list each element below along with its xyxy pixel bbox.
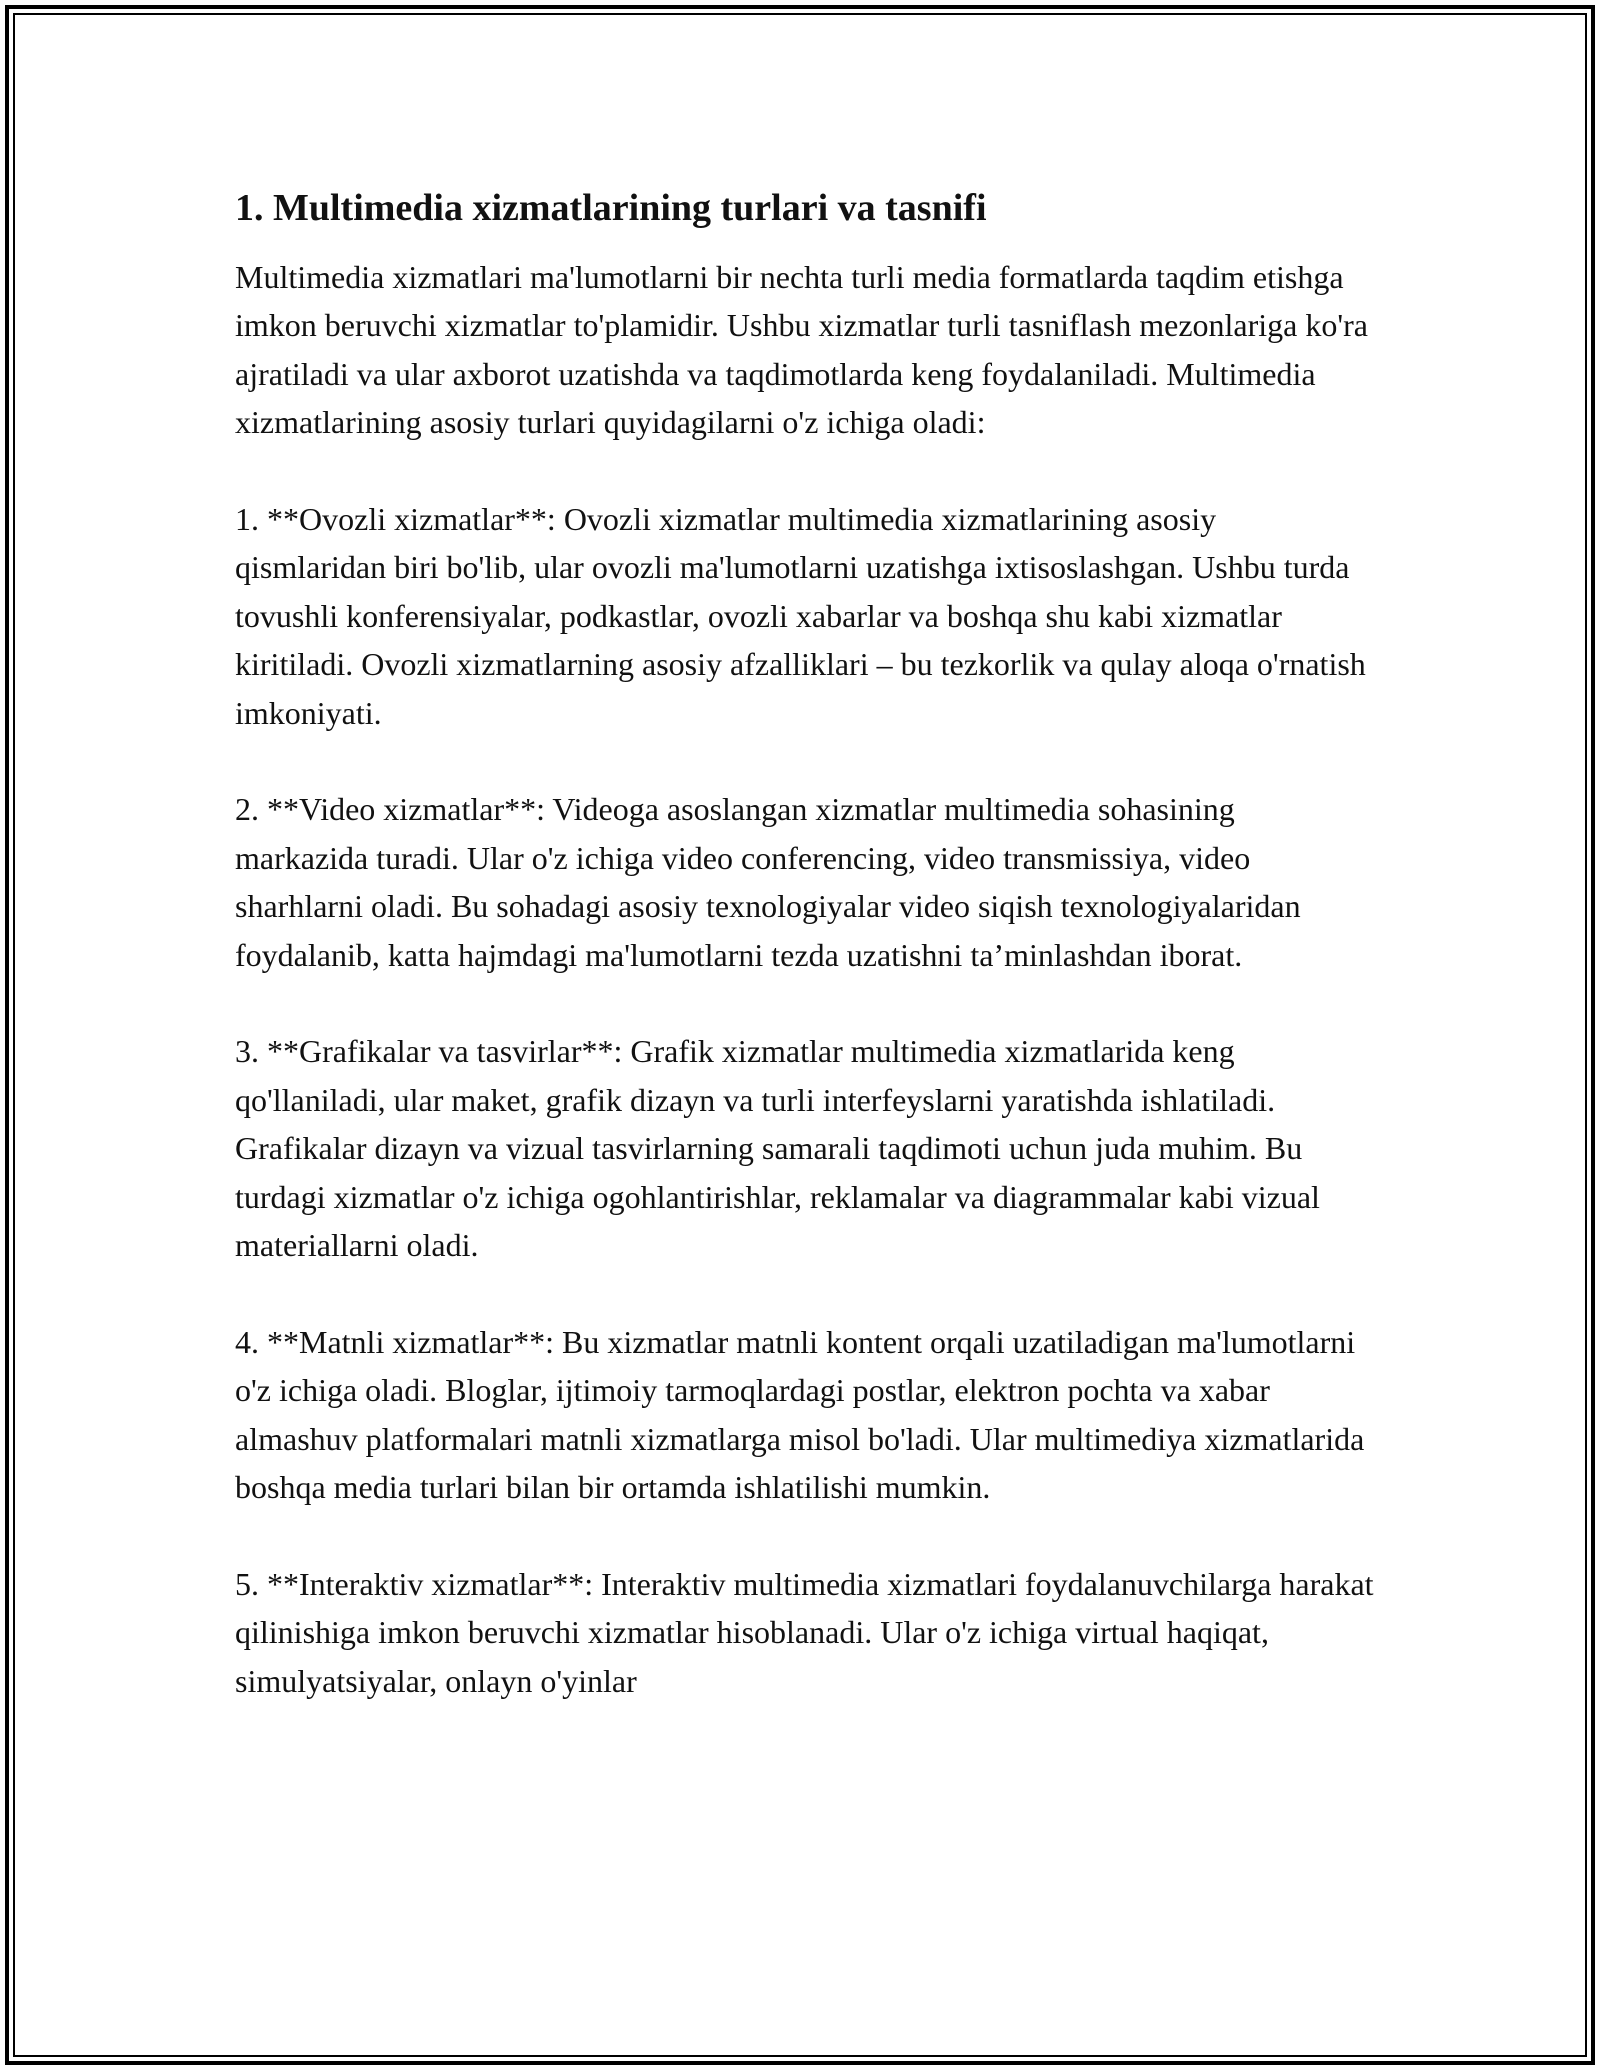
paragraph-audio-services: 1. **Ovozli xizmatlar**: Ovozli xizmatlar multimedia xizmatlarining asosiy qismlaridan biri bo'lib, ular ovozli ma'lumotlarni uzatishga ixtisoslashgan. Ushbu turda tovushli konferensiyalar, podkastlar, ovozli xabarlar va boshqa shu kabi xizmatlar kiritiladi. Ovozli xizmatlarning asosiy afzalliklari – bu tezkorlik va qulay aloqa o'rnatish imkoniyati. [235, 501, 1366, 731]
intro-paragraph: Multimedia xizmatlari ma'lumotlarni bir nechta turli media formatlarda taqdim etishga imkon beruvchi xizmatlar to'plamidir. Ushbu xizmatlar turli tasniflash mezonlariga ko'ra ajratiladi va ular axborot uzatishda va taqdimotlarda keng foydalaniladi. Multimedia xizmatlarining asosiy turlari quyidagilarni o'z ichiga oladi: [235, 259, 1368, 441]
document-body [235, 183, 1375, 1754]
paragraph-text-services: 4. **Matnli xizmatlar**: Bu xizmatlar matnli kontent orqali uzatiladigan ma'lumotlarni o'z ichiga oladi. Bloglar, ijtimoiy tarmoqlardagi postlar, elektron pochta va xabar almashuv platformalari matnli xizmatlarga misol bo'ladi. Ular multimediya xizmatlarida boshqa media turlari bilan bir ortamda ishlatilishi mumkin. [235, 1323, 1365, 1506]
paragraph-video-services: 2. **Video xizmatlar**: Videoga asoslangan xizmatlar multimedia sohasining markazida turadi. Ular o'z ichiga video conferencing, video transmissiya, video sharhlarni oladi. Bu sohadagi asosiy texnologiyalar video siqish texnologiyalaridan foydalanib, katta hajmdagi ma'lumotlarni tezda uzatishni ta’minlashdan iborat. [235, 791, 1301, 973]
section-heading: 1. Multimedia xizmatlarining turlari va tasnifi [235, 187, 987, 229]
paragraph-interactive-services: 5. **Interaktiv xizmatlar**: Interaktiv multimedia xizmatlari foydalanuvchilarga harakat qilinishiga imkon beruvchi xizmatlar hisoblanadi. Ular o'z ichiga virtual haqiqat, simulyatsiyalar, onlayn o'yinlar [235, 1565, 1374, 1699]
paragraph-graphics-services: 3. **Grafikalar va tasvirlar**: Grafik xizmatlar multimedia xizmatlarida keng qo'llaniladi, ular maket, grafik dizayn va turli interfeyslarni yaratishda ishlatiladi. Grafikalar dizayn va vizual tasvirlarning samarali taqdimoti uchun juda muhim. Bu turdagi xizmatlar o'z ichiga ogohlantirishlar, reklamalar va diagrammalar kabi vizual materiallarni oladi. [235, 1033, 1320, 1264]
